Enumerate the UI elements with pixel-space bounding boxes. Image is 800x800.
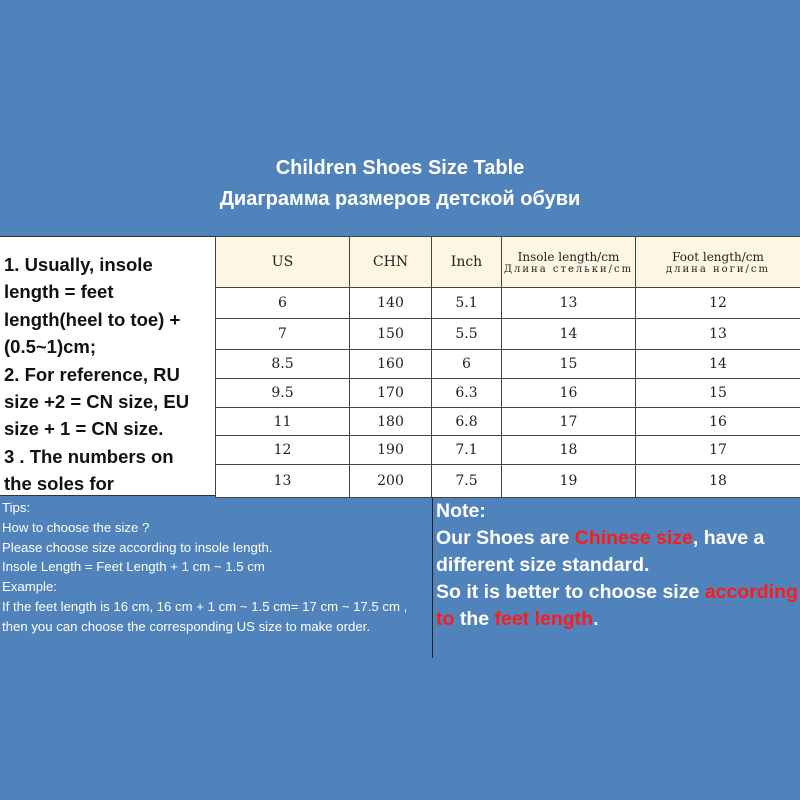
note-line: size + 1 = CN size.: [4, 418, 164, 440]
cell-chn: 190: [350, 436, 432, 465]
cell-insole: 19: [502, 465, 636, 498]
cell-foot: 12: [636, 288, 800, 319]
cell-us: 12: [216, 436, 350, 465]
table-row: [216, 465, 800, 498]
tips-heading: Tips:: [2, 500, 31, 515]
section-divider: [432, 498, 433, 658]
table-row: [216, 408, 800, 436]
col-header-chn: CHN: [350, 237, 432, 288]
note-text: Our Shoes are: [436, 527, 575, 549]
tips-example-text: If the feet length is 16 cm, 16 cm + 1 cm ~ 1.5 cm= 17 cm ~ 17.5 cm , then you can choose the corresponding US size to make order.: [2, 598, 408, 634]
table-header-row: [216, 237, 800, 288]
page-title: Children Shoes Size Table: [275, 157, 525, 179]
tips-line-formula: Insole Length = Feet Length + 1 cm ~ 1.5 cm: [2, 559, 265, 575]
note-line: length = feet: [4, 281, 114, 303]
cell-foot: 17: [636, 436, 800, 465]
note-line: length(heel to toe) +: [4, 308, 181, 330]
tips-example-heading: Example:: [2, 579, 57, 595]
size-table: [215, 236, 800, 498]
note-line: 2. For reference, RU: [4, 363, 180, 385]
table-row: [216, 350, 800, 379]
cell-insole: 18: [502, 436, 636, 465]
cell-insole: 17: [502, 408, 636, 436]
col-header-insole-en: Insole length/cm: [517, 249, 620, 264]
cell-us: 13: [216, 465, 350, 498]
cell-insole: 16: [502, 379, 636, 408]
table-row: [216, 288, 800, 319]
col-header-insole-ru: Длина стельки/cm: [503, 263, 634, 275]
cell-foot: 18: [636, 465, 800, 498]
title-block: [0, 152, 800, 214]
note-highlight: feet length: [494, 608, 594, 630]
note-highlight: according to: [436, 581, 798, 630]
cell-chn: 180: [350, 408, 432, 436]
tips-line-insole: Please choose size according to insole length.: [2, 539, 273, 555]
note-text: the: [454, 608, 495, 630]
note-text: .: [593, 608, 599, 630]
col-header-insole: [502, 237, 636, 288]
cell-chn: 160: [350, 350, 432, 379]
cell-foot: 13: [636, 319, 800, 350]
col-header-foot: [636, 237, 800, 288]
tips-question: How to choose the size ?: [2, 519, 150, 535]
cell-inch: 6.8: [432, 408, 502, 436]
cell-insole: 15: [502, 350, 636, 379]
cell-chn: 170: [350, 379, 432, 408]
cell-insole: 13: [502, 288, 636, 319]
cell-us: 9.5: [216, 379, 350, 408]
col-header-inch: Inch: [432, 237, 502, 288]
cell-inch: 7.5: [432, 465, 502, 498]
note-section: [436, 498, 798, 633]
note-line: 3 . The numbers on: [4, 445, 174, 467]
cell-inch: 6: [432, 350, 502, 379]
note-line: size +2 = CN size, EU: [4, 391, 190, 413]
table-row: [216, 436, 800, 465]
cell-us: 11: [216, 408, 350, 436]
cell-chn: 200: [350, 465, 432, 498]
cell-us: 6: [216, 288, 350, 319]
cell-insole: 14: [502, 319, 636, 350]
reference-notes-panel: [0, 236, 215, 496]
note-highlight: Chinese size: [574, 527, 693, 549]
note-paragraph-2: [436, 579, 798, 633]
cell-foot: 15: [636, 379, 800, 408]
cell-chn: 150: [350, 319, 432, 350]
note-line: 1. Usually, insole: [4, 254, 153, 275]
note-line: the soles for: [4, 473, 114, 495]
table-row: [216, 379, 800, 408]
cell-inch: 5.1: [432, 288, 502, 319]
table-row: [216, 319, 800, 350]
col-header-foot-ru: длина ноги/cm: [665, 263, 771, 275]
cell-us: 7: [216, 319, 350, 350]
note-line: (0.5~1)cm;: [4, 336, 97, 358]
tips-section: [0, 498, 432, 658]
note-text: , have a different size standard.: [436, 527, 765, 576]
cell-foot: 16: [636, 408, 800, 436]
cell-inch: 6.3: [432, 379, 502, 408]
col-header-foot-en: Foot length/cm: [672, 249, 764, 264]
cell-inch: 7.1: [432, 436, 502, 465]
col-header-us: US: [216, 237, 350, 288]
note-paragraph-1: [436, 525, 798, 579]
note-text: So it is better to choose size: [436, 581, 705, 603]
cell-chn: 140: [350, 288, 432, 319]
cell-foot: 14: [636, 350, 800, 379]
cell-inch: 5.5: [432, 319, 502, 350]
note-heading: Note:: [436, 500, 486, 522]
cell-us: 8.5: [216, 350, 350, 379]
page-subtitle-russian: Диаграмма размеров детской обуви: [219, 188, 581, 210]
